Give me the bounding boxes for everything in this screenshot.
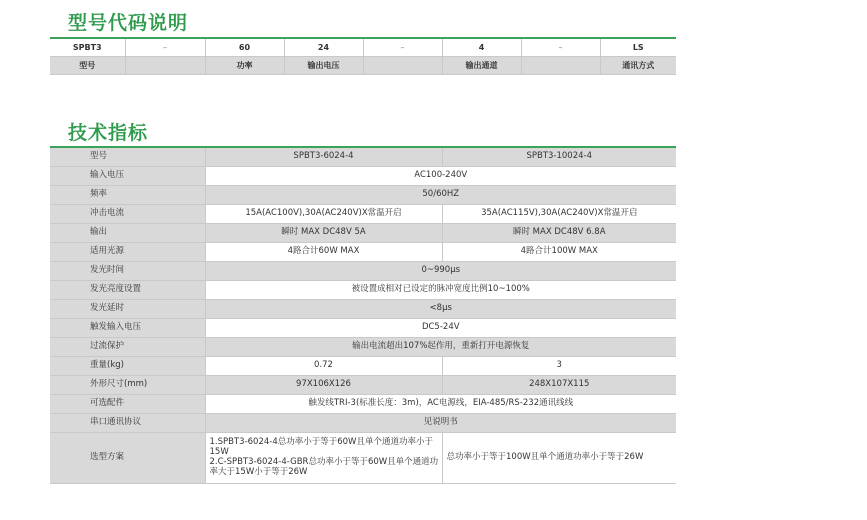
code-label: 输出电压 xyxy=(284,57,363,75)
spec-value: DC5-24V xyxy=(205,319,676,338)
spec-value: 总功率小于等于100W且单个通道功率小于等于26W xyxy=(442,433,676,484)
spec-label: 可选配件 xyxy=(50,395,205,414)
code-cell: 24 xyxy=(284,38,363,57)
spec-label: 输出 xyxy=(50,224,205,243)
spec-label: 发光延时 xyxy=(50,300,205,319)
spec-row-frequency xyxy=(50,186,676,205)
code-label: 通讯方式 xyxy=(600,57,676,75)
spec-value: 瞬时 MAX DC48V 5A xyxy=(205,224,442,243)
code-label xyxy=(521,57,600,75)
spec-row-weight xyxy=(50,357,676,376)
code-label xyxy=(125,57,205,75)
model-code-label-row xyxy=(50,57,676,75)
spec-value: 见说明书 xyxy=(205,414,676,433)
spec-label: 冲击电流 xyxy=(50,205,205,224)
spec-row-light xyxy=(50,243,676,262)
spec-value: SPBT3-6024-4 xyxy=(205,147,442,167)
code-cell: LS xyxy=(600,38,676,57)
spec-value: 4路合计100W MAX xyxy=(442,243,676,262)
spec-value: 被设置成相对已设定的脉冲宽度比例10~100% xyxy=(205,281,676,300)
spec-row-selection xyxy=(50,433,676,484)
spec-value: 瞬时 MAX DC48V 6.8A xyxy=(442,224,676,243)
spec-value xyxy=(205,433,442,484)
spec-row-serial xyxy=(50,414,676,433)
spec-label: 型号 xyxy=(50,147,205,167)
spec-value: 触发线TRI-3(标准长度：3m)，AC电源线，EIA-485/RS-232通讯线线 xyxy=(205,395,676,414)
spec-row-accessories xyxy=(50,395,676,414)
code-cell: SPBT3 xyxy=(50,38,125,57)
spec-value: <8μs xyxy=(205,300,676,319)
spec-row-output xyxy=(50,224,676,243)
spec-label: 选型方案 xyxy=(50,433,205,484)
spec-value: 0~990μs xyxy=(205,262,676,281)
spec-row-dimensions xyxy=(50,376,676,395)
spec-value: 248X107X115 xyxy=(442,376,676,395)
spec-label: 触发输入电压 xyxy=(50,319,205,338)
code-label xyxy=(363,57,442,75)
spec-value: AC100-240V xyxy=(205,167,676,186)
spec-value: 50/60HZ xyxy=(205,186,676,205)
spec-row-trigger xyxy=(50,319,676,338)
spec-value: 35A(AC115V),30A(AC240V)X常温开启 xyxy=(442,205,676,224)
spec-label: 频率 xyxy=(50,186,205,205)
code-label: 输出通道 xyxy=(442,57,521,75)
selection-option-1: 1.SPBT3-6024-4总功率小于等于60W且单个通道功率小于15W xyxy=(209,437,433,458)
spec-row-inrush xyxy=(50,205,676,224)
model-code-title: 型号代码说明 xyxy=(68,12,189,34)
spec-row-delay xyxy=(50,300,676,319)
spec-label: 发光亮度设置 xyxy=(50,281,205,300)
spec-row-model xyxy=(50,147,676,167)
code-dash: – xyxy=(521,38,600,57)
code-dash: – xyxy=(363,38,442,57)
spec-row-overcurrent xyxy=(50,338,676,357)
model-code-table xyxy=(50,37,676,75)
spec-label: 过流保护 xyxy=(50,338,205,357)
spec-value: 4路合计60W MAX xyxy=(205,243,442,262)
spec-label: 输入电压 xyxy=(50,167,205,186)
spec-label: 适用光源 xyxy=(50,243,205,262)
spec-value: SPBT3-10024-4 xyxy=(442,147,676,167)
code-cell: 60 xyxy=(205,38,284,57)
spec-label: 重量(kg) xyxy=(50,357,205,376)
spec-value: 15A(AC100V),30A(AC240V)X常温开启 xyxy=(205,205,442,224)
code-dash: – xyxy=(125,38,205,57)
spec-value: 输出电流超出107%起作用，重新打开电源恢复 xyxy=(205,338,676,357)
spec-label: 发光时间 xyxy=(50,262,205,281)
spec-label: 串口通讯协议 xyxy=(50,414,205,433)
code-label: 功率 xyxy=(205,57,284,75)
model-code-row xyxy=(50,38,676,57)
spec-value: 0.72 xyxy=(205,357,442,376)
spec-value: 97X106X126 xyxy=(205,376,442,395)
spec-value: 3 xyxy=(442,357,676,376)
spec-row-flash-time xyxy=(50,262,676,281)
tech-spec-title: 技术指标 xyxy=(68,122,149,144)
selection-option-2: 2.C-SPBT3-6024-4-GBR总功率小于等于60W且单个通道功率大于15W小于等于26W xyxy=(209,457,439,477)
code-cell: 4 xyxy=(442,38,521,57)
code-label: 型号 xyxy=(50,57,125,75)
spec-row-brightness xyxy=(50,281,676,300)
spec-row-input-voltage xyxy=(50,167,676,186)
spec-label: 外形尺寸(mm) xyxy=(50,376,205,395)
tech-spec-table xyxy=(50,146,676,484)
